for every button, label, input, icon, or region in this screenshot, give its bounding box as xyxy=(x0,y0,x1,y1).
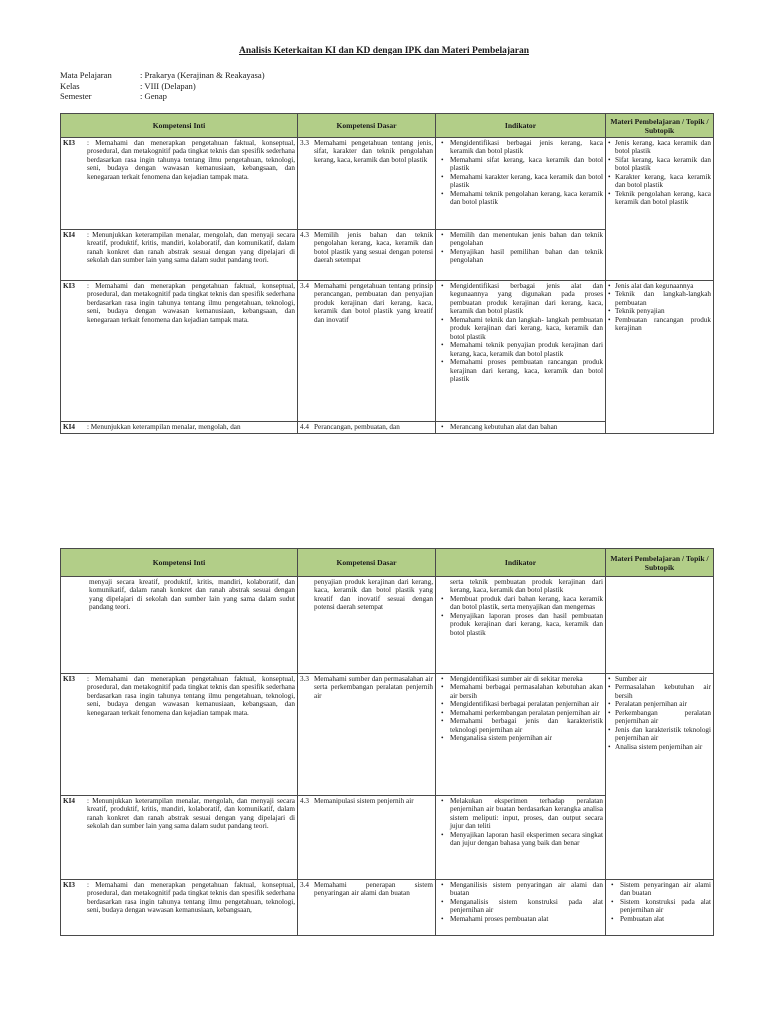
list-item: • Jenis dan karakteristik teknologi penjernihan air xyxy=(608,726,711,743)
header-indikator: Indikator xyxy=(436,114,606,138)
ki4-cell: KI4 : Menunjukkan keterampilan menalar, mengolah, dan menyaji secara kreatif, produktif, kritis, mandiri, kolaboratif, dan komunikatif, dalam ranah konkret dan ranah abstrak sesuai dengan yang dipelajari di sekolah dan sumber lain yang sama dalam sudut pandang teori. xyxy=(61,796,298,880)
meta-row xyxy=(60,81,265,92)
list-item: • Memahami karakter kerang, kaca keramik dan botol plastik xyxy=(438,173,603,190)
table-row xyxy=(61,674,714,796)
materi-cell xyxy=(606,138,714,281)
header-kompetensi-inti: Kompetensi Inti xyxy=(61,549,298,577)
indikator-cell xyxy=(436,796,606,880)
kd-cell: 3.3 Memahami sumber dan permasalahan air serta perkembangan peralatan penjernih air xyxy=(298,674,436,796)
table-row xyxy=(61,281,714,422)
list-item: • Analisa sistem penjernihan air xyxy=(608,743,711,751)
list-item: • Karakter kerang, kaca keramik dan botol plastik xyxy=(608,173,711,190)
indikator-cell xyxy=(436,230,606,281)
materi-cell xyxy=(606,880,714,936)
header-kompetensi-dasar: Kompetensi Dasar xyxy=(298,114,436,138)
meta-label: Mata Pelajaran xyxy=(60,70,112,80)
materi-cell xyxy=(606,674,714,880)
materi-cell xyxy=(606,577,714,674)
kd-cell: 4.3 Memilih jenis bahan dan teknik pengolahan kerang, kaca, keramik dan botol plastik yang sesuai dengan potensi daerah setempat xyxy=(298,230,436,281)
kd-cell: 4.4 Perancangan, pembuatan, dan xyxy=(298,422,436,434)
list-item: • Memahami perkembangan peralatan penjernihan air xyxy=(438,709,603,717)
list-item: • Mengidentifikasi berbagai peralatan penjernihan air xyxy=(438,700,603,708)
table-row xyxy=(61,138,714,230)
list-item: • Pembuatan rancangan produk kerajinan xyxy=(608,316,711,333)
indikator-cell xyxy=(436,674,606,796)
list-item: • Memahami proses pembuatan alat xyxy=(438,915,603,923)
list-item: • Permasalahan kebutuhan air bersih xyxy=(608,683,711,700)
list-item: • Memahami sifat kerang, kaca keramik dan botol plastik xyxy=(438,156,603,173)
list-item: • Mengidentifikasi sumber air di sekitar mereka xyxy=(438,675,603,683)
table-row xyxy=(61,880,714,936)
list-item: • Teknik pengolahan kerang, kaca keramik dan botol plastik xyxy=(608,190,711,207)
list-item: • Melakukan eksperimen terhadap peralatan penjernihan air buatan berdasarkan kerangka analisa sistem meliputi: input, proses, dan output secara jujur dan teliti xyxy=(438,797,603,831)
list-item: • Menganalisis sistem konstruksi pada alat penjernihan air xyxy=(438,898,603,915)
kd-cell: 3.4 Memahami pengetahuan tentang prinsip perancangan, pembuatan dan penyajian produk kerajinan dari kerang, kaca, keramik dan botol plastik yang kreatif dan inovatif xyxy=(298,281,436,422)
ki3-cell: KI3 : Memahami dan menerapkan pengetahuan faktual, konseptual, prosedural, dan metakognitif pada tingkat teknis dan spesifik sederhana berdasarkan rasa ingin tahunya tentang ilmu pengetahuan, teknologi, seni, budaya dengan wawasan kemanusiaan, kebangsaan, dan kenegaraan terkait fenomena dan kejadian tampak mata. xyxy=(61,138,298,230)
indikator-cell xyxy=(436,281,606,422)
list-item: • Teknik penyajian xyxy=(608,307,711,315)
indikator-cell: • Merancang kebutuhan alat dan bahan xyxy=(436,422,606,434)
header-kompetensi-inti: Kompetensi Inti xyxy=(61,114,298,138)
list-item: • Menganalisa sistem penjernihan air xyxy=(438,734,603,742)
header-kompetensi-dasar: Kompetensi Dasar xyxy=(298,549,436,577)
ki4-cell: menyaji secara kreatif, produktif, kritis, mandiri, kolaboratif, dan komunikatif, dalam ranah konkret dan ranah abstrak sesuai dengan yang dipelajari di sekolah dan sumber lain yang sama dalam sudut pandang teori. xyxy=(61,577,298,674)
list-item: • Jenis alat dan kegunaannya xyxy=(608,282,711,290)
header-materi: Materi Pembelajaran / Topik / Subtopik xyxy=(606,114,714,138)
list-item: • Memahami teknik pengolahan kerang, kaca keramik dan botol plastik xyxy=(438,190,603,207)
list-item: • Memahami teknik dan langkah- langkah pembuatan produk kerajinan dari kerang, kaca, keramik dan botol plastik xyxy=(438,316,603,341)
list-item: • Memahami proses pembuatan rancangan produk kerajinan dari kerang, kaca, keramik dan botol plastik xyxy=(438,358,603,383)
ki4-cell: KI4 : Menunjukkan keterampilan menalar, mengolah, dan menyaji secara kreatif, produktif, kritis, mandiri, kolaboratif, dan komunikatif, dalam ranah konkret dan ranah abstrak sesuai dengan yang dipelajari di sekolah dan sumber lain yang sama dalam sudut pandang teori. xyxy=(61,230,298,281)
table-row xyxy=(61,577,714,674)
subject-info xyxy=(60,70,265,102)
list-item: • Menganilisis sistem penyaringan air alami dan buatan xyxy=(438,881,603,898)
list-item: • Mengidentifikasi berbagai jenis alat dan kegunaannya yang digunakan pada proses pembuatan produk kerajinan dari kerang, kaca, keramik dan botol plastik xyxy=(438,282,603,316)
list-item: • Memahami teknik penyajian produk kerajinan dari kerang, kaca, keramik dan botol plastik xyxy=(438,341,603,358)
kd-cell: 3.4 Memahami penerapan sistem penyaringan air alami dan buatan xyxy=(298,880,436,936)
list-item: • Memahami berbagai permasalahan kebutuhan akan air bersih xyxy=(438,683,603,700)
kd-cell: 4.3 Memanipulasi sistem penjernih air xyxy=(298,796,436,880)
list-item: • Pembuatan alat xyxy=(608,915,711,923)
indikator-cell xyxy=(436,138,606,230)
list-item: • Membuat produk dari bahan kerang, kaca keramik dan botol plastik, serta menyajikan dan mengemas xyxy=(438,595,603,612)
materi-cell xyxy=(606,281,714,434)
list-item: • Menyajikan laporan proses dan hasil pembuatan produk kerajinan dari kerang, kaca, keramik dan botol plastik xyxy=(438,612,603,637)
list-item: • Menyajikan hasil pemilihan bahan dan teknik pengolahan xyxy=(438,248,603,265)
list-item: • Sistem penyaringan air alami dan buatan xyxy=(608,881,711,898)
list-item: • Mengidentifikasi berbagai jenis kerang, kaca keramik dan botol plastik xyxy=(438,139,603,156)
meta-value: : Genap xyxy=(140,91,167,102)
list-item: • Teknik dan langkah-langkah pembuatan xyxy=(608,290,711,307)
list-item: • Jenis kerang, kaca keramik dan botol plastik xyxy=(608,139,711,156)
kd-cell: 3.3 Memahami pengetahuan tentang jenis, sifat, karakter dan teknik pengolahan kerang, kaca, keramik dan botol plastik xyxy=(298,138,436,230)
ki3-cell: KI3 : Memahami dan menerapkan pengetahuan faktual, konseptual, prosedural, dan metakognitif pada tingkat teknis dan spesifik sederhana berdasarkan rasa ingin tahunya tentang ilmu pengetahuan, teknologi, seni, budaya dengan wawasan kemanusiaan, kebangsaan, xyxy=(61,880,298,936)
list-item: • Sifat kerang, kaca keramik dan botol plastik xyxy=(608,156,711,173)
document-title: Analisis Keterkaitan KI dan KD dengan IPK dan Materi Pembelajaran xyxy=(238,46,530,56)
ki-kd-table-1 xyxy=(60,113,714,434)
kd-cell: penyajian produk kerajinan dari kerang, kaca, keramik dan botol plastik yang kreatif dan inovatif sesuai dengan potensi daerah setempat xyxy=(298,577,436,674)
header-materi: Materi Pembelajaran / Topik / Subtopik xyxy=(606,549,714,577)
meta-row xyxy=(60,91,265,102)
ki-kd-table-2 xyxy=(60,548,714,936)
meta-value: : Prakarya (Kerajinan & Reakayasa) xyxy=(140,70,265,80)
ki3-cell: KI3 : Memahami dan menerapkan pengetahuan faktual, konseptual, prosedural, dan metakognitif pada tingkat teknis dan spesifik sederhana berdasarkan rasa ingin tahunya tentang ilmu pengetahuan, teknologi, seni, budaya dengan wawasan kemanusiaan, kebangsaan, dan kenegaraan terkait fenomena dan kejadian tampak mata. xyxy=(61,281,298,422)
meta-row xyxy=(60,70,265,81)
list-item: • Perkembangan peralatan penjernihan air xyxy=(608,709,711,726)
header-indikator: Indikator xyxy=(436,549,606,577)
ki4-cell: KI4 : Menunjukkan keterampilan menalar, mengolah, dan xyxy=(61,422,298,434)
indikator-cell xyxy=(436,880,606,936)
list-item: • Sistem konstruksi pada alat penjernihan air xyxy=(608,898,711,915)
meta-label: Semester xyxy=(60,91,92,102)
list-item: • Sumber air xyxy=(608,675,711,683)
list-item: • Memilih dan menentukan jenis bahan dan teknik pengolahan xyxy=(438,231,603,248)
ki3-cell: KI3 : Memahami dan menerapkan pengetahuan faktual, konseptual, prosedural, dan metakognitif pada tingkat teknis dan spesifik sederhana berdasarkan rasa ingin tahunya tentang ilmu pengetahuan, teknologi, seni, budaya dengan wawasan kemanusiaan, kebangsaan, dan kenegaraan terkait fenomena dan kejadian tampak mata. xyxy=(61,674,298,796)
meta-label: Kelas xyxy=(60,80,80,91)
meta-value: : VIII (Delapan) xyxy=(140,80,196,91)
indikator-cell: serta teknik pembuatan produk kerajinan dari kerang, kaca, keramik dan botol plastik • Membuat produk dari bahan kerang, kaca keramik dan botol plastik, serta menyajikan dan mengemas • Menyajikan laporan proses dan hasil pembuatan produk kerajinan dari kerang, kaca, keramik dan botol plastik xyxy=(436,577,606,674)
list-item: • Menyajikan laporan hasil eksperimen secara singkat dan jujur dengan bahasa yang baik dan benar xyxy=(438,831,603,848)
list-item: • Memahami berbagai jenis dan karakteristik teknologi penjernihan air xyxy=(438,717,603,734)
list-item: • Peralatan penjernihan air xyxy=(608,700,711,708)
